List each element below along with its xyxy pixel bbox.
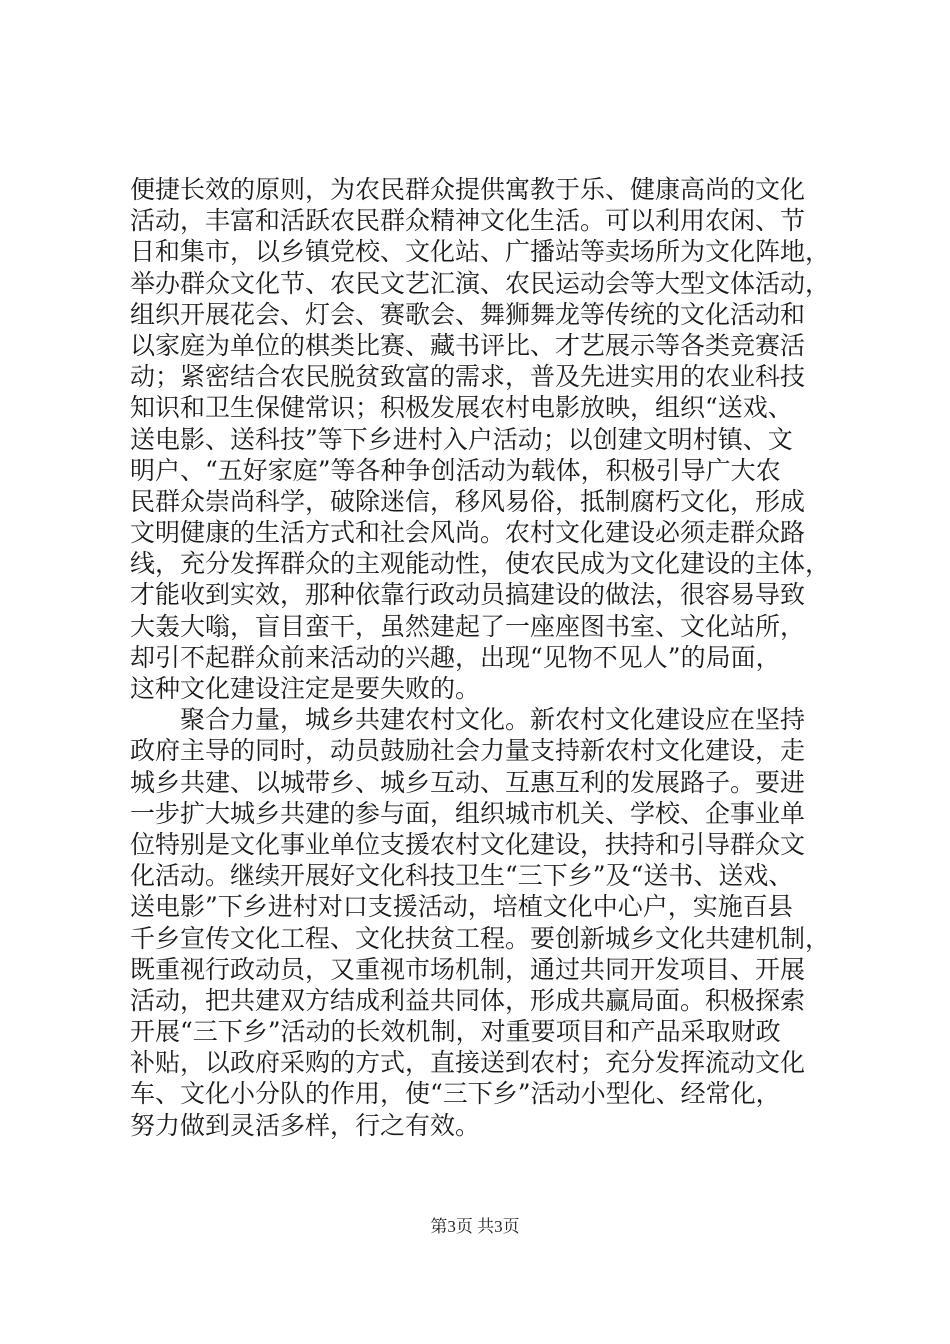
- text-line: 文明健康的生活方式和社会风尚。农村文化建设必须走群众路: [130, 518, 806, 548]
- text-line: 线，充分发挥群众的主观能动性，使农民成为文化建设的主体，: [130, 549, 831, 579]
- document-body: [130, 174, 830, 1141]
- text-line: 大轰大嗡，盲目蛮干，虽然建起了一座座图书室、文化站所，: [130, 611, 806, 641]
- text-line: 却引不起群众前来活动的兴趣，出现“见物不见人”的局面，: [130, 642, 781, 672]
- text-line: 千乡宣传文化工程、文化扶贫工程。要创新城乡文化共建机制，: [130, 923, 831, 953]
- text-line: 努力做到灵活多样，行之有效。: [130, 1110, 481, 1140]
- text-line: 既重视行政动员，又重视市场机制，通过共同开发项目、开展: [130, 954, 806, 984]
- text-line: 活动，把共建双方结成利益共同体，形成共赢局面。积极探索: [130, 985, 806, 1015]
- page-number-footer: 第3页 共3页: [430, 1217, 520, 1236]
- text-line: 知识和卫生保健常识；积极发展农村电影放映，组织“送戏、: [130, 393, 793, 423]
- text-line: 举办群众文化节、农民文艺汇演、农民运动会等大型文体活动，: [130, 268, 831, 298]
- text-line: 活动，丰富和活跃农民群众精神文化生活。可以利用农闲、节: [130, 206, 806, 236]
- text-line: 位特别是文化事业单位支援农村文化建设，扶持和引导群众文: [130, 829, 806, 859]
- text-line: 便捷长效的原则，为农民群众提供寓教于乐、健康高尚的文化: [130, 175, 806, 204]
- text-line: 组织开展花会、灯会、赛歌会、舞狮舞龙等传统的文化活动和: [130, 299, 806, 329]
- text-line: 政府主导的同时，动员鼓励社会力量支持新农村文化建设，走: [130, 736, 806, 766]
- text-line: 送电影、送科技”等下乡进村入户活动；以创建文明村镇、文: [130, 424, 793, 454]
- text-line: 化活动。继续开展好文化科技卫生“三下乡”及“送书、送戏、: [130, 861, 794, 891]
- paragraph-first-line: 聚合力量，城乡共建农村文化。新农村文化建设应在坚持: [180, 705, 806, 735]
- text-line: 这种文化建设注定是要失败的。: [130, 674, 481, 703]
- text-line: 城乡共建、以城带乡、城乡互动、互惠互利的发展路子。要进: [130, 767, 806, 797]
- text-line: 日和集市，以乡镇党校、文化站、广播站等卖场所为文化阵地，: [130, 237, 831, 267]
- text-line: 补贴，以政府采购的方式，直接送到农村；充分发挥流动文化: [130, 1048, 806, 1078]
- text-line: 动；紧密结合农民脱贫致富的需求，普及先进实用的农业科技: [130, 362, 806, 392]
- text-line: 开展“三下乡”活动的长效机制，对重要项目和产品采取财政: [130, 1017, 781, 1047]
- text-line: 送电影”下乡进村对口支援活动，培植文化中心户，实施百县: [130, 892, 793, 922]
- text-line: 车、文化小分队的作用，使“三下乡”活动小型化、经常化，: [130, 1079, 781, 1109]
- text-line: 一步扩大城乡共建的参与面，组织城市机关、学校、企事业单: [130, 798, 806, 828]
- text-line: 以家庭为单位的棋类比赛、藏书评比、才艺展示等各类竞赛活: [130, 330, 806, 360]
- text-line: 才能收到实效，那种依靠行政动员搞建设的做法，很容易导致: [130, 580, 806, 610]
- text-line: 明户、“五好家庭”等各种争创活动为载体，积极引导广大农: [130, 455, 781, 485]
- text-line: 民群众崇尚科学，破除迷信，移风易俗，抵制腐朽文化，形成: [130, 486, 806, 516]
